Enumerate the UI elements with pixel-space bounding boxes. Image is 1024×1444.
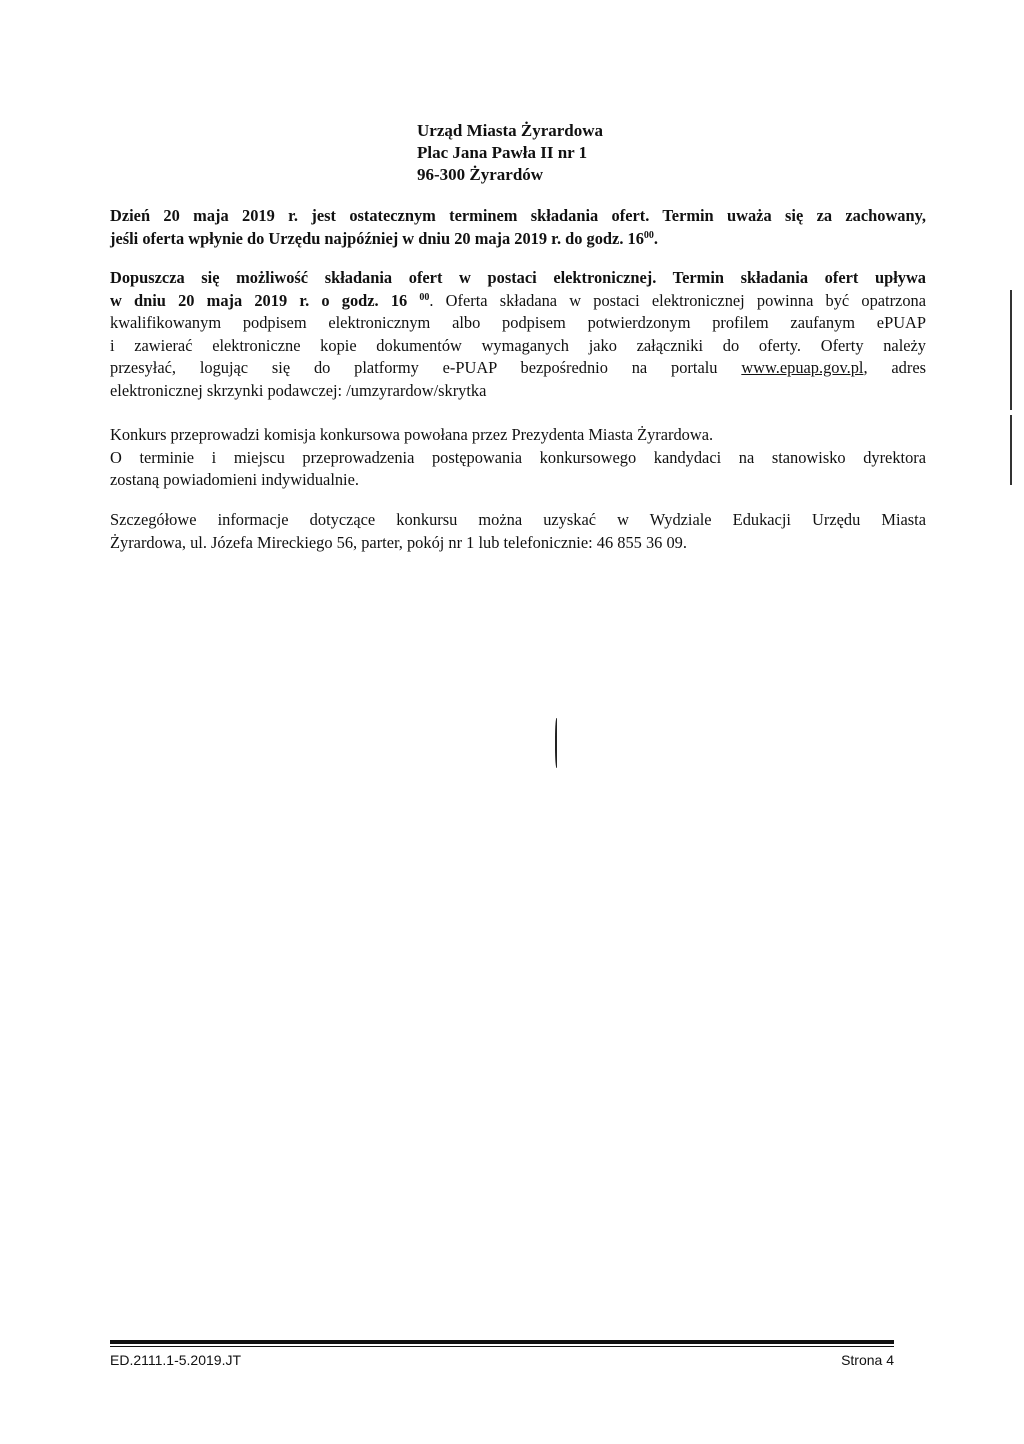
superscript: 00 bbox=[643, 229, 654, 241]
scan-edge-line bbox=[1010, 415, 1012, 485]
paragraph-line: zostaną powiadomieni indywidualnie. bbox=[110, 470, 359, 489]
paragraph-line: Dzień 20 maja 2019 r. jest ostatecznym terminem składania ofert. Termin uważa się za zachowany, bbox=[110, 206, 926, 225]
superscript: 00 bbox=[419, 291, 430, 303]
paragraph-line bbox=[110, 357, 926, 380]
text-fragment: przesyłać, logując się do platformy e-PUAP bezpośrednio na portalu bbox=[110, 358, 718, 377]
paragraph-line: elektronicznej skrzynki podawczej: /umzyrardow/skrytka bbox=[110, 380, 487, 400]
office-name: Urząd Miasta Żyrardowa bbox=[417, 121, 604, 140]
paragraph-line: O terminie i miejscu przeprowadzenia postępowania konkursowego kandydaci na stanowisko dyrektora bbox=[110, 447, 926, 467]
address-header bbox=[417, 120, 603, 186]
paragraph-line: Żyrardowa, ul. Józefa Mireckiego 56, parter, pokój nr 1 lub telefonicznie: 46 855 36 09. bbox=[110, 532, 687, 552]
paragraph-line: kwalifikowanym podpisem elektronicznym albo podpisem potwierdzonym profilem zaufanym ePUAP bbox=[110, 313, 926, 332]
footer-rule bbox=[110, 1346, 894, 1347]
scan-mark bbox=[555, 718, 559, 768]
document-reference: ED.2111.1-5.2019.JT bbox=[110, 1352, 242, 1368]
footer-rule bbox=[110, 1340, 894, 1344]
deadline-paragraph bbox=[110, 205, 926, 250]
paragraph-line: Dopuszcza się możliwość składania ofert w postaci elektronicznej. Termin składania ofert upływa bbox=[110, 268, 926, 287]
epuap-link[interactable]: www.epuap.gov.pl bbox=[741, 358, 864, 377]
page-number: Strona 4 bbox=[841, 1352, 894, 1368]
text-fragment: . Oferta składana w postaci elektronicznej powinna być opatrzona bbox=[429, 290, 926, 310]
paragraph-line: Szczegółowe informacje dotyczące konkursu można uzyskać w Wydziale Edukacji Urzędu Miasta bbox=[110, 510, 926, 529]
contact-paragraph bbox=[110, 509, 926, 554]
commission-paragraph bbox=[110, 424, 926, 492]
paragraph-line: Konkurs przeprowadzi komisja konkursowa powołana przez Prezydenta Miasta Żyrardowa. bbox=[110, 425, 714, 444]
electronic-submission-paragraph bbox=[110, 267, 926, 402]
office-street: Plac Jana Pawła II nr 1 bbox=[417, 143, 588, 162]
paragraph-line bbox=[110, 290, 926, 313]
text-fragment: w dniu 20 maja 2019 r. o godz. 16 bbox=[110, 290, 408, 310]
paragraph-line: i zawierać elektroniczne kopie dokumentów wymaganych jako załączniki do oferty. Oferty należy bbox=[110, 335, 926, 355]
text-fragment: . bbox=[653, 228, 659, 248]
paragraph-line bbox=[110, 228, 926, 251]
scan-edge-line bbox=[1010, 290, 1012, 410]
text-fragment: jeśli oferta wpłynie do Urzędu najpóźniej w dniu 20 maja 2019 r. do godz. 16 bbox=[110, 228, 644, 248]
office-postcode: 96-300 Żyrardów bbox=[417, 165, 544, 184]
text-fragment: , adres bbox=[863, 358, 926, 377]
